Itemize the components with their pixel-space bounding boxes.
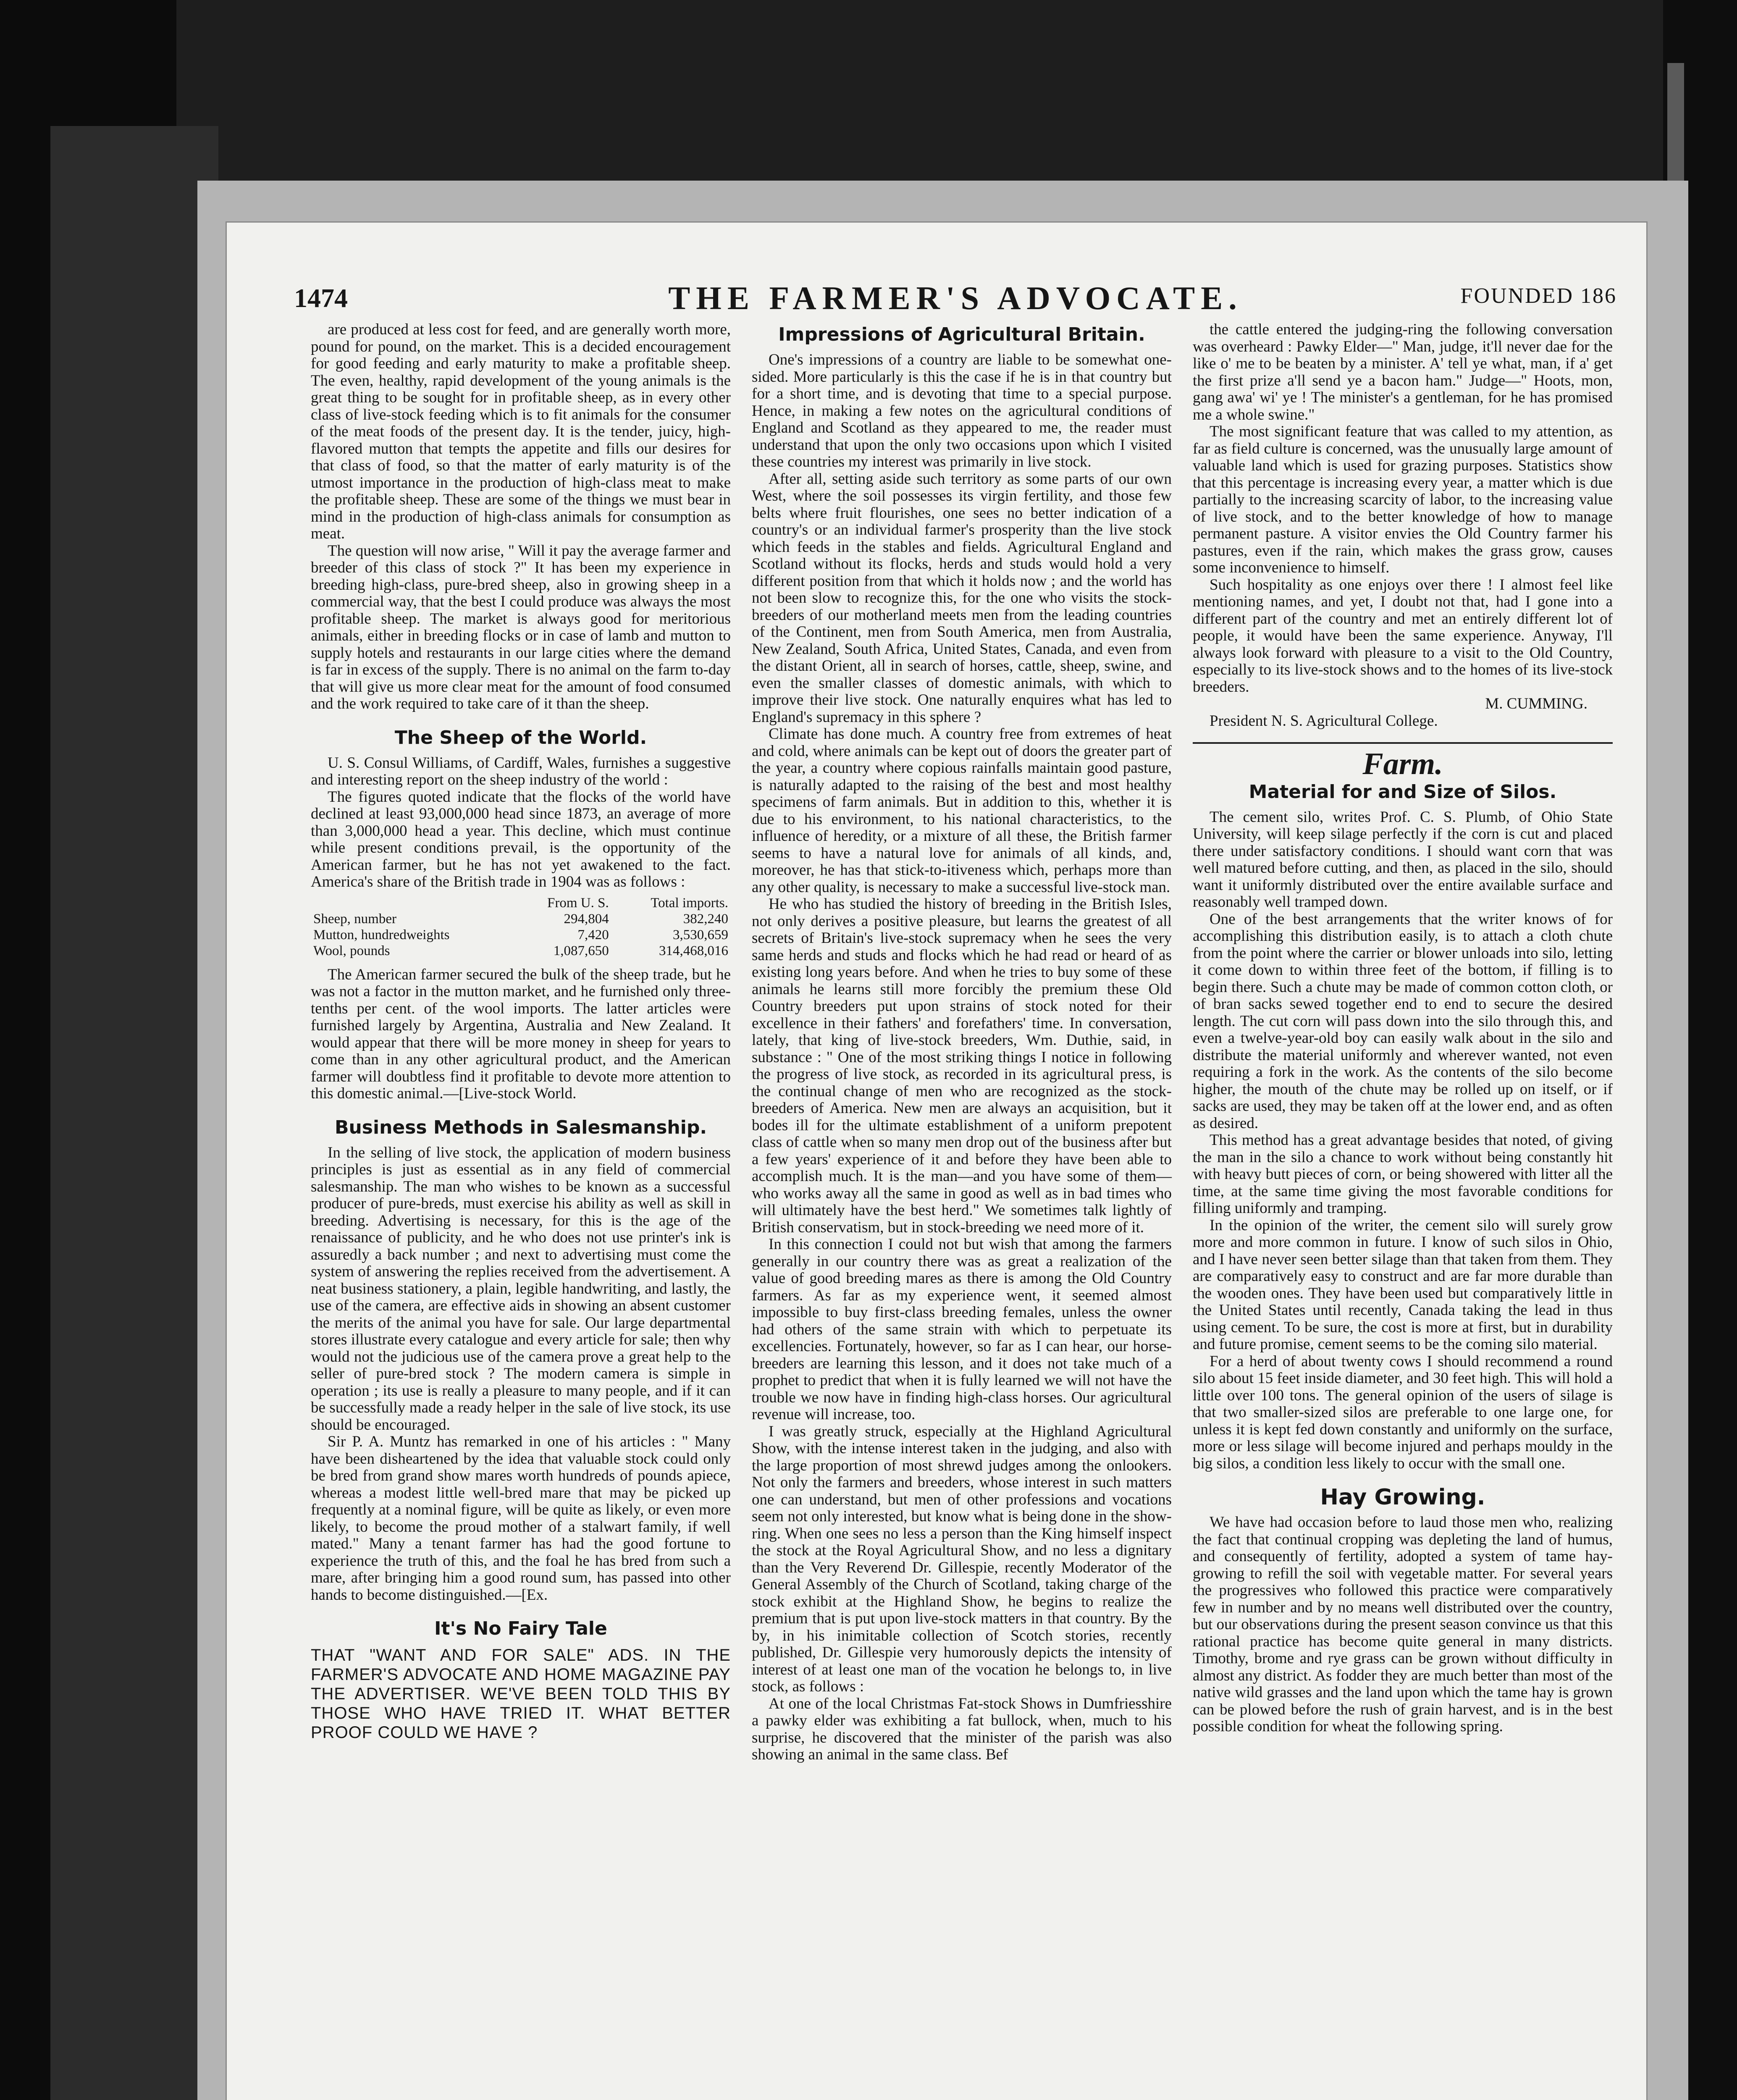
- running-head: [294, 275, 1617, 321]
- table-header-row: [311, 895, 731, 911]
- column-3: [1193, 321, 1613, 1735]
- paragraph: The American farmer secured the bulk of the sheep trade, but he was not a factor in the mutton market, and he furnished only three-tenths per cent. of the wool imports. The latter articles were furnished largely by Argentina, Australia and New Zealand. It would appear that there will be more money in sheep for years to come than in any other agricultural product, and the American farmer will doubtless find it profitable to devote more attention to this domestic animal.—[Live-stock World.: [311, 966, 731, 1102]
- article-heading-silos: Material for and Size of Silos.: [1249, 781, 1557, 803]
- article-heading-fairy-tale: It's No Fairy Tale: [434, 1618, 607, 1639]
- article-heading-business-methods: Business Methods in Salesmanship.: [334, 1116, 707, 1138]
- paragraph: One of the best arrangements that the writer knows of for accomplishing this distribution easily, is to attach a cloth chute from the point where the carrier or blower unloads into silo, letting it come down to within three feet of the bottom, if filling is to begin there. Such a chute may be made of common cotton cloth, or of bran sacks sewed together end to end to secure the desired length. The cut corn will pass down into the silo through this, and even a twelve-year-old boy can easily walk about in the silo and distribute the material uniformly and wherever wanted, not even requiring a fork in the work. As the contents of the silo become higher, the mouth of the chute may be rolled up on itself, or if sacks are used, they may be taken off at the lower end, and as often as desired.: [1193, 910, 1613, 1132]
- paragraph: Such hospitality as one enjoys over there ! I almost feel like mentioning names, and yet, I doubt not that, had I gone into a different part of the country and met an entirely different lot of people, it would have been the same experience. Anyway, I'll always look forward with pleasure to a visit to the Old Country, especially to its live-stock shows and to the homes of its live-stock breeders.: [1193, 576, 1613, 696]
- table-row: [311, 943, 731, 959]
- masthead-title: THE FARMER'S ADVOCATE.: [668, 280, 1243, 316]
- article-heading-sheep-of-the-world: The Sheep of the World.: [394, 727, 647, 748]
- table-header: [311, 895, 515, 911]
- table-cell: 1,087,650: [553, 943, 609, 958]
- paragraph: The cement silo, writes Prof. C. S. Plumb, of Ohio State University, will keep silage perfectly if the corn is cut and placed there under satisfactory conditions. I should want corn that was well matured before cutting, and then, as placed in the silo, should want it uniformly distributed over the entire available surface and reasonably well tramped down.: [1193, 808, 1613, 911]
- paragraph: We have had occasion before to laud those men who, realizing the fact that continual cropping was depleting the land of humus, and consequently of fertility, adopted a system of tame hay-growing to refill the soil with vegetable matter. For several years the progressives who followed this practice were comparatively few in number and by no means well distributed over the country, but our observations during the present season convince us that this rational practice has become quite general in many districts. Timothy, brome and rye grass can be grown without difficulty in almost any district. As fodder they are much better than most of the native wild grasses and the land upon which the tame hay is grown can be plowed before the rush of grain harvest, and is in the best possible condition for wheat the following spring.: [1193, 1514, 1613, 1735]
- advertisement-notice: THAT "WANT AND FOR SALE" ADS. IN THE FARMER'S ADVOCATE AND HOME MAGAZINE PAY THE ADVERTISER. WE'VE BEEN TOLD THIS BY THOSE WHO HAVE TRIED IT. WHAT BETTER PROOF COULD WE HAVE ?: [311, 1646, 731, 1742]
- paragraph: Climate has done much. A country free from extremes of heat and cold, where animals can be kept out of doors the greater part of the year, a country where copious rainfalls maintain good pasture, is naturally adapted to the raising of the best and most healthy specimens of farm animals. But in addition to this, whether it is due to his environment, to his national characteristics, to the influence of heredity, or a mixture of all these, the British farmer seems to have a natural love for animals of all kinds, and, moreover, he has that stick-to-itiveness which, perhaps more than any other quality, is necessary to make a successful live-stock man.: [752, 725, 1172, 896]
- author-title: President N. S. Agricultural College.: [1210, 712, 1438, 730]
- paragraph: He who has studied the history of breeding in the British Isles, not only derives a positive pleasure, but learns the greatest of all secrets of Britain's live-stock supremacy when he sees the very same herds and studs and flocks which he had read or heard of as existing long years before. And when he tries to buy some of these animals he learns still more forcibly the premium these Old Country breeders put upon strains of stock noted for their excellence in their fathers' and forefathers' time. In conversation, lately, that king of live-stock breeders, Wm. Duthie, said, in substance : " One of the most striking things I notice in following the progress of live stock, as recorded in its agricultural press, is the continual change of men who are recognized as the stock-breeders of America. New men are always an acquisition, but it bodes ill for the ultimate establishment of a uniform prepotent class of cattle when so many men drop out of the business after but a few years' experience of it and before they have been able to accomplish much. It is the man—and you have some of them—who works away all the same in good as well as in bad times who will ultimately have the best herd." We sometimes talk lightly of British conservatism, but in stock-breeding we need more of it.: [752, 895, 1172, 1236]
- paragraph: The figures quoted indicate that the flocks of the world have declined at least 93,000,000 head since 1873, an average of more than 3,000,000 head a year. This decline, which must continue while present conditions prevail, is the opportunity of the American farmer, but he has not yet awakened to the fact. America's share of the British trade in 1904 was as follows :: [311, 788, 731, 890]
- table-header: From U. S.: [547, 895, 609, 911]
- paragraph: The question will now arise, " Will it pay the average farmer and breeder of this class of stock ?" It has been my experience in breeding high-class, pure-bred sheep, also in growing sheep in a commercial way, that the best I could produce was always the most profitable sheep. The market is always good for meritorious animals, either in breeding flocks or in case of lamb and mutton to supply hotels and restaurants in our large cities where the demand is far in excess of the supply. There is no animal on the farm to-day that will give us more clear meat for the amount of food consumed and the work required to take care of it than the sheep.: [311, 542, 731, 712]
- paragraph: One's impressions of a country are liable to be somewhat one-sided. More particularly is this the case if he is in that country but for a short time, and is devoting that time to a special purpose. Hence, in making a few notes on the agricultural conditions of England and Scotland as they appeared to me, the reader must understand that upon the only two occasions upon which I visited these countries my interest was primarily in live stock.: [752, 351, 1172, 470]
- page-number: 1474: [294, 283, 348, 313]
- column-1: [311, 321, 731, 1742]
- founded-label: FOUNDED 186: [1460, 284, 1617, 308]
- paragraph: For a herd of about twenty cows I should recommend a round silo about 15 feet inside diameter, and 30 feet high. This will hold a little over 100 tons. The general opinion of the users of silage is that two smaller-sized silos are preferable to one large one, for unless it is kept fed down constantly and uniformly on the surface, more or less silage will become injured and perhaps mouldy in the big silos, a condition less likely to occur with the small one.: [1193, 1352, 1613, 1472]
- table-cell: 7,420: [577, 927, 609, 942]
- table-cell: Wool, pounds: [313, 943, 390, 958]
- paragraph: This method has a great advantage besides that noted, of giving the man in the silo a chance to work without being constantly hit with heavy butt pieces of corn, or being showered with litter all the time, at the same time giving the most favorable conditions for filling uniformly and tramping.: [1193, 1131, 1613, 1217]
- author-signature: M. CUMMING.: [1485, 695, 1587, 712]
- table-row: [311, 911, 731, 927]
- british-trade-table: [311, 895, 731, 959]
- paragraph: In the selling of live stock, the application of modern business principles is just as essential as in any field of commercial salesmanship. The man who wishes to be known as a successful producer of pure-breds, must exercise his ability as well as skill in breeding. Advertising is necessary, for this is the age of the renaissance of publicity, and he who does not use printer's ink is assuredly a back number ; and next to advertising must come the system of answering the replies received from the advertisement. A neat business stationery, a plain, legible handwriting, and lastly, the use of the camera, are effective aids in showing an absent customer the merits of the animal you have for sale. Our large departmental stores illustrate every catalogue and every article for sale; then why would not the judicious use of the camera prove a great help to the seller of pure-bred stock ? The modern camera is simple in operation ; its use is really a pleasure to many people, and if it can be successfully made a ready helper in the sale of live stock, its use should be encouraged.: [311, 1144, 731, 1433]
- paragraph: I was greatly struck, especially at the Highland Agricultural Show, with the intense interest taken in the judging, and also with the large proportion of most shrewd judges among the onlookers. Not only the farmers and breeders, whose interest in such matters one can understand, but men of other professions and vocations seem not only interested, but know what is being done in the show-ring. When one sees no less a person than the King himself inspect the stock at the Royal Agricultural Show, and no less a dignitary than the Very Reverend Dr. Gillespie, recently Moderator of the General Assembly of the Church of Scotland, taking charge of the stock exhibit at the Highland Show, he begins to realize the premium that is put upon live-stock matters in that country. By the by, in his inimitable collection of Scotch stories, recently published, Dr. Gillespie very humorously depicts the intensity of interest of at least one man of the vocation he belongs to, in live stock, as follows :: [752, 1423, 1172, 1695]
- scan-background-band: [50, 126, 218, 2100]
- paragraph: In the opinion of the writer, the cement silo will surely grow more and more common in future. I know of such silos in Ohio, and I have never seen better silage than that taken from them. They are comparatively easy to construct and are far more durable than the wooden ones. They have been used but comparatively little in the United States until recently, Canada taking the lead in thus using cement. To be sure, the cost is more at first, but in durability and future promise, cement seems to be the coming silo material.: [1193, 1216, 1613, 1353]
- table-cell: 294,804: [564, 911, 609, 927]
- paragraph: The most significant feature that was called to my attention, as far as field culture is concerned, was the unusually large amount of valuable land which is used for grazing purposes. Statistics show that this percentage is increasing every year, a matter which is due partially to the increasing scarcity of labor, to the increasing value of live stock, and to the better knowledge of how to manage permanent pasture. A visitor envies the Old Country farmer his pastures, even if the rain, which makes the grass grow, causes some inconvenience to himself.: [1193, 423, 1613, 576]
- table-cell: Mutton, hundredweights: [313, 927, 450, 942]
- table-header: Total imports.: [651, 895, 728, 911]
- table-cell: Sheep, number: [313, 911, 396, 927]
- article-heading-hay-growing: Hay Growing.: [1320, 1485, 1485, 1510]
- column-2: [752, 321, 1172, 1764]
- paragraph: the cattle entered the judging-ring the following conversation was overheard : Pawky Elder—" Man, judge, it'll never dae for the like o' me to be beaten by a minister. A' tell ye what, man, if a' get the first prize a'll send ye a bacon ham." Judge—" Hoots, mon, gang awa' wi' ye ! The minister's a gentleman, for he has promised me a whole swine.": [1193, 321, 1613, 423]
- paragraph: At one of the local Christmas Fat-stock Shows in Dumfriesshire a pawky elder was exhibiting a fat bullock, when, much to his surprise, he discovered that the minister of the parish was also showing an animal in the same class. Bef: [752, 1695, 1172, 1763]
- article-heading-agricultural-britain: Impressions of Agricultural Britain.: [778, 324, 1145, 345]
- table-row: [311, 927, 731, 943]
- table-cell: 314,468,016: [659, 943, 728, 958]
- paragraph: After all, setting aside such territory as some parts of our own West, where the soil possesses its virgin fertility, and those few belts where fruit flourishes, one sees no better indication of a country's or an individual farmer's prosperity than the live stock which feeds in the stables and fields. Agricultural England and Scotland without its flocks, herds and studs would hold a very different position from that which it holds now ; and the world has not been slow to recognize this, for the one who visits the stock-breeders of our motherland meets men from the leading countries of the Continent, men from South America, men from Australia, New Zealand, South Africa, United States, Canada, and even from the distant Orient, all in search of horses, cattle, sheep, swine, and even the smaller classes of domestic animals, with which to improve their live stock. One naturally enquires what has led to England's supremacy in this sphere ?: [752, 470, 1172, 726]
- paragraph: In this connection I could not but wish that among the farmers generally in our country there was as great a realization of the value of good breeding mares as there is among the Old Country farmers. As far as my experience went, it seemed almost impossible to buy first-class breeding females, unless the owner had others of the same strain with which to perpetuate its excellencies. Fortunately, however, so far as I can hear, our horse-breeders are learning this lesson, and it does not take much of a prophet to predict that when it is fully learned we will not have the trouble we now have in finding high-class horses. Our agricultural revenue will increase, too.: [752, 1236, 1172, 1423]
- paragraph: Sir P. A. Muntz has remarked in one of his articles : " Many have been disheartened by the idea that valuable stock could only be bred from grand show mares worth hundreds of pounds apiece, whereas a modest little well-bred mare that may be picked up frequently at a nominal figure, will be quite as likely, or even more likely, to become the proud mother of a stalwart family, if well mated." Many a tenant farmer has had the good fortune to experience the truth of this, and the foal he has bred from such a mare, after bringing him a good round sum, has passed into other hands to become distinguished.—[Ex.: [311, 1433, 731, 1604]
- section-heading-farm: Farm.: [1193, 742, 1613, 773]
- table-cell: 382,240: [683, 911, 728, 927]
- paragraph: U. S. Consul Williams, of Cardiff, Wales, furnishes a suggestive and interesting report on the sheep industry of the world :: [311, 754, 731, 788]
- table-cell: 3,530,659: [673, 927, 728, 942]
- paragraph: are produced at less cost for feed, and are generally worth more, pound for pound, on the market. This is a decided encouragement for good feeding and early maturity to make a profitable sheep. The even, healthy, rapid development of the young animals is the great thing to be sought for in profitable sheep, as in every other class of live-stock feeding which is to fit animals for the consumer of the meat foods of the present day. It is the tender, juicy, high-flavored mutton that tempts the appetite and fills our desires for that class of food, so that the matter of early maturity is of the utmost importance in the production of high-class meat to make the profitable sheep. These are some of the things we must bear in mind in the production of high-class animals for consumption as meat.: [311, 321, 731, 542]
